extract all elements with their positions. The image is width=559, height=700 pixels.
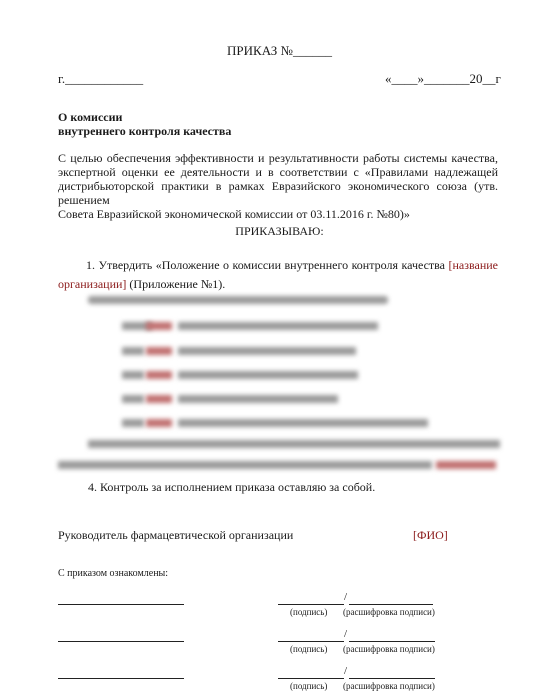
blurred-item-3-red <box>436 461 496 469</box>
intro-paragraph <box>58 151 498 221</box>
signatory-position: Руководитель фармацевтической организации <box>58 528 294 542</box>
decode-line <box>349 641 435 642</box>
blurred-item-3-line-2 <box>58 461 432 469</box>
signature-caption: (подпись) <box>290 681 328 691</box>
order-item-1 <box>58 256 498 294</box>
decode-caption: (расшифровка подписи) <box>343 681 435 691</box>
acknowledged-label: С приказом ознакомлены: <box>58 568 169 579</box>
blurred-sub-2-red <box>146 347 172 355</box>
item-1-text-b: (Приложение №1). <box>126 277 226 291</box>
blurred-sub-1-red <box>146 322 172 330</box>
blurred-sub-4-num <box>122 395 144 403</box>
intro-line-1: С целью обеспечения эффективности и результативности работы системы качества, <box>58 151 498 165</box>
blurred-sub-2-num <box>122 347 144 355</box>
intro-line-3: дистрибьюторской практики в рамках Евразийского экономического союза (утв. решением <box>58 179 498 207</box>
blurred-sub-3-num <box>122 371 144 379</box>
blurred-sub-5-text <box>178 419 428 427</box>
signature-slash: / <box>344 628 348 640</box>
intro-line-4: Совета Евразийской экономической комиссии от 03.11.2016 г. №80)» <box>58 207 410 221</box>
decode-caption: (расшифровка подписи) <box>343 607 435 617</box>
signature-line <box>278 678 344 679</box>
order-word: ПРИКАЗЫВАЮ: <box>235 224 324 238</box>
item-1-text-a: 1. Утвердить «Положение о комиссии внутреннего контроля качества <box>86 258 449 272</box>
signature-line <box>278 604 344 605</box>
document-title: ПРИКАЗ №______ <box>227 43 332 58</box>
blurred-sub-5-num <box>122 419 144 427</box>
signature-line <box>278 641 344 642</box>
blurred-item-3-line-1 <box>88 440 500 448</box>
heading-line-2: внутреннего контроля качества <box>58 124 232 138</box>
signature-caption: (подпись) <box>290 607 328 617</box>
blurred-sub-2-text <box>178 347 356 355</box>
decode-caption: (расшифровка подписи) <box>343 644 435 654</box>
decode-line <box>349 604 433 605</box>
decode-line <box>349 678 435 679</box>
heading-line-1: О комиссии <box>58 110 123 124</box>
signature-slash: / <box>344 591 348 603</box>
blurred-sub-1-text <box>178 322 378 330</box>
item-1-red-a: [название <box>448 258 498 272</box>
blurred-sub-3-red <box>146 371 172 379</box>
order-heading <box>58 110 231 138</box>
signature-slash: / <box>344 665 348 677</box>
name-line <box>58 641 184 642</box>
item-1-red-b: организации] <box>58 277 127 291</box>
blurred-sub-4-text <box>178 395 338 403</box>
blurred-item-2 <box>88 296 388 304</box>
intro-line-2: экспертной оценки ее деятельности и в соответствии с «Правилами надлежащей <box>58 165 498 179</box>
item-1-line-1 <box>58 256 498 275</box>
signatory-fio: [ФИО] <box>413 528 448 542</box>
blurred-sub-5-red <box>146 419 172 427</box>
date-field: «____»_______20__г <box>385 71 501 86</box>
blurred-sub-3-text <box>178 371 358 379</box>
blurred-sub-4-red <box>146 395 172 403</box>
city-field: г.____________ <box>58 71 144 86</box>
name-line <box>58 678 184 679</box>
signature-caption: (подпись) <box>290 644 328 654</box>
name-line <box>58 604 184 605</box>
order-item-4: 4. Контроль за исполнением приказа оставляю за собой. <box>88 480 376 494</box>
